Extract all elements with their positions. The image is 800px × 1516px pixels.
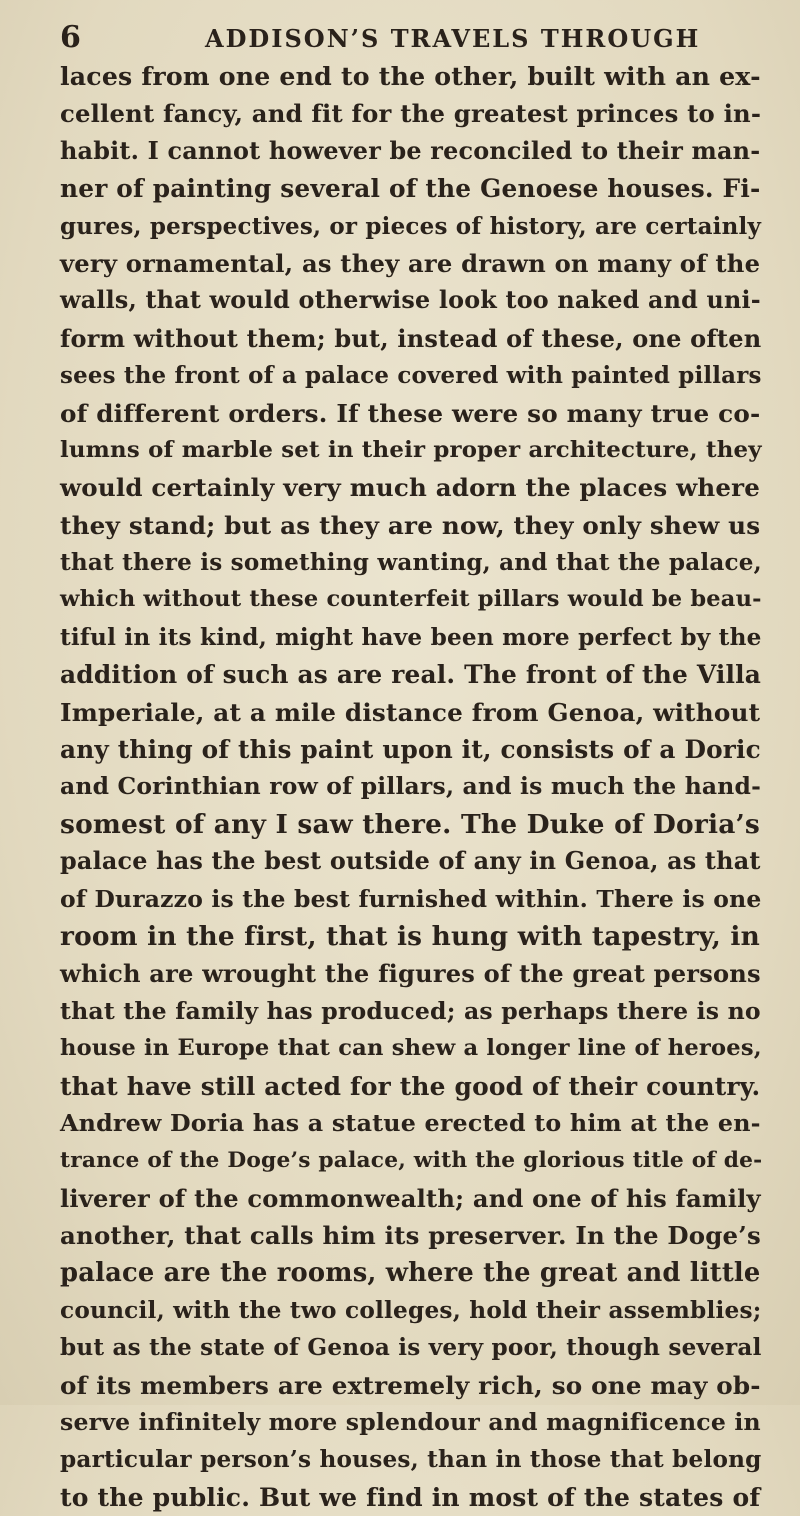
text-line: which are wrought the figures of the great persons bbox=[60, 959, 761, 989]
text-line: tiful in its kind, might have been more perfect by the bbox=[60, 623, 762, 651]
text-line: form without them; but, instead of these, one often bbox=[60, 323, 762, 353]
text-line: gures, perspectives, or pieces of history, are certainly bbox=[60, 212, 762, 240]
text-line: somest of any I saw there. The Duke of Doria’s bbox=[60, 808, 760, 840]
text-line: house in Europe that can shew a longer line of heroes, bbox=[60, 1035, 762, 1062]
text-line: walls, that would otherwise look too naked and uni- bbox=[60, 286, 761, 315]
text-line: room in the first, that is hung with tapestry, in bbox=[60, 920, 760, 952]
text-line: would certainly very much adorn the places where bbox=[60, 473, 761, 503]
text-line: and Corinthian row of pillars, and is much the hand- bbox=[60, 772, 761, 801]
text-line: serve infinitely more splendour and magnificence in bbox=[60, 1408, 761, 1437]
body-text bbox=[60, 58, 763, 1516]
text-line: that the family has produced; as perhaps there is no bbox=[60, 996, 761, 1025]
text-line: lumns of marble set in their proper architecture, they bbox=[60, 436, 762, 463]
text-line: of its members are extremely rich, so one may ob- bbox=[60, 1370, 761, 1400]
text-line: cellent fancy, and fit for the greatest princes to in- bbox=[60, 99, 762, 129]
text-line: but as the state of Genoa is very poor, though several bbox=[60, 1334, 762, 1362]
text-line: which without these counterfeit pillars would be beau- bbox=[60, 586, 762, 613]
running-head: ADDISON’S TRAVELS THROUGH bbox=[205, 24, 701, 53]
text-line: another, that calls him its preserver. In the Doge’s bbox=[60, 1221, 761, 1251]
text-line: of Durazzo is the best furnished within. There is one bbox=[60, 884, 762, 913]
text-line: particular person’s houses, than in those that belong bbox=[60, 1446, 762, 1474]
text-line: council, with the two colleges, hold their assemblies; bbox=[60, 1296, 762, 1324]
text-line: they stand; but as they are now, they only shew us bbox=[60, 510, 761, 540]
page-number: 6 bbox=[60, 20, 81, 55]
text-line: of different orders. If these were so many true co- bbox=[60, 398, 761, 428]
text-line: that there is something wanting, and that the palace, bbox=[60, 549, 762, 577]
text-line: palace are the rooms, where the great and little bbox=[60, 1257, 761, 1288]
text-line: addition of such as are real. The front of the Villa bbox=[60, 660, 762, 690]
text-line: trance of the Doge’s palace, with the glorious title of de- bbox=[60, 1148, 763, 1174]
text-line: Andrew Doria has a statue erected to him at the en- bbox=[60, 1108, 761, 1137]
page-header bbox=[60, 18, 740, 58]
text-line: laces from one end to the other, built with an ex- bbox=[60, 61, 761, 91]
text-line: habit. I cannot however be reconciled to their man- bbox=[60, 136, 761, 165]
text-line: sees the front of a palace covered with painted pillars bbox=[60, 362, 762, 390]
text-line: that have still acted for the good of their country. bbox=[60, 1071, 761, 1101]
text-line: liverer of the commonwealth; and one of his family bbox=[60, 1183, 761, 1213]
text-line: very ornamental, as they are drawn on many of the bbox=[60, 248, 761, 278]
text-line: to the public. But we find in most of the states of bbox=[60, 1482, 761, 1512]
text-line: ner of painting several of the Genoese houses. Fi- bbox=[60, 174, 761, 204]
text-line: any thing of this paint upon it, consists of a Doric bbox=[60, 735, 761, 765]
text-line: Imperiale, at a mile distance from Genoa, without bbox=[60, 697, 761, 727]
text-line: palace has the best outside of any in Genoa, as that bbox=[60, 847, 761, 876]
